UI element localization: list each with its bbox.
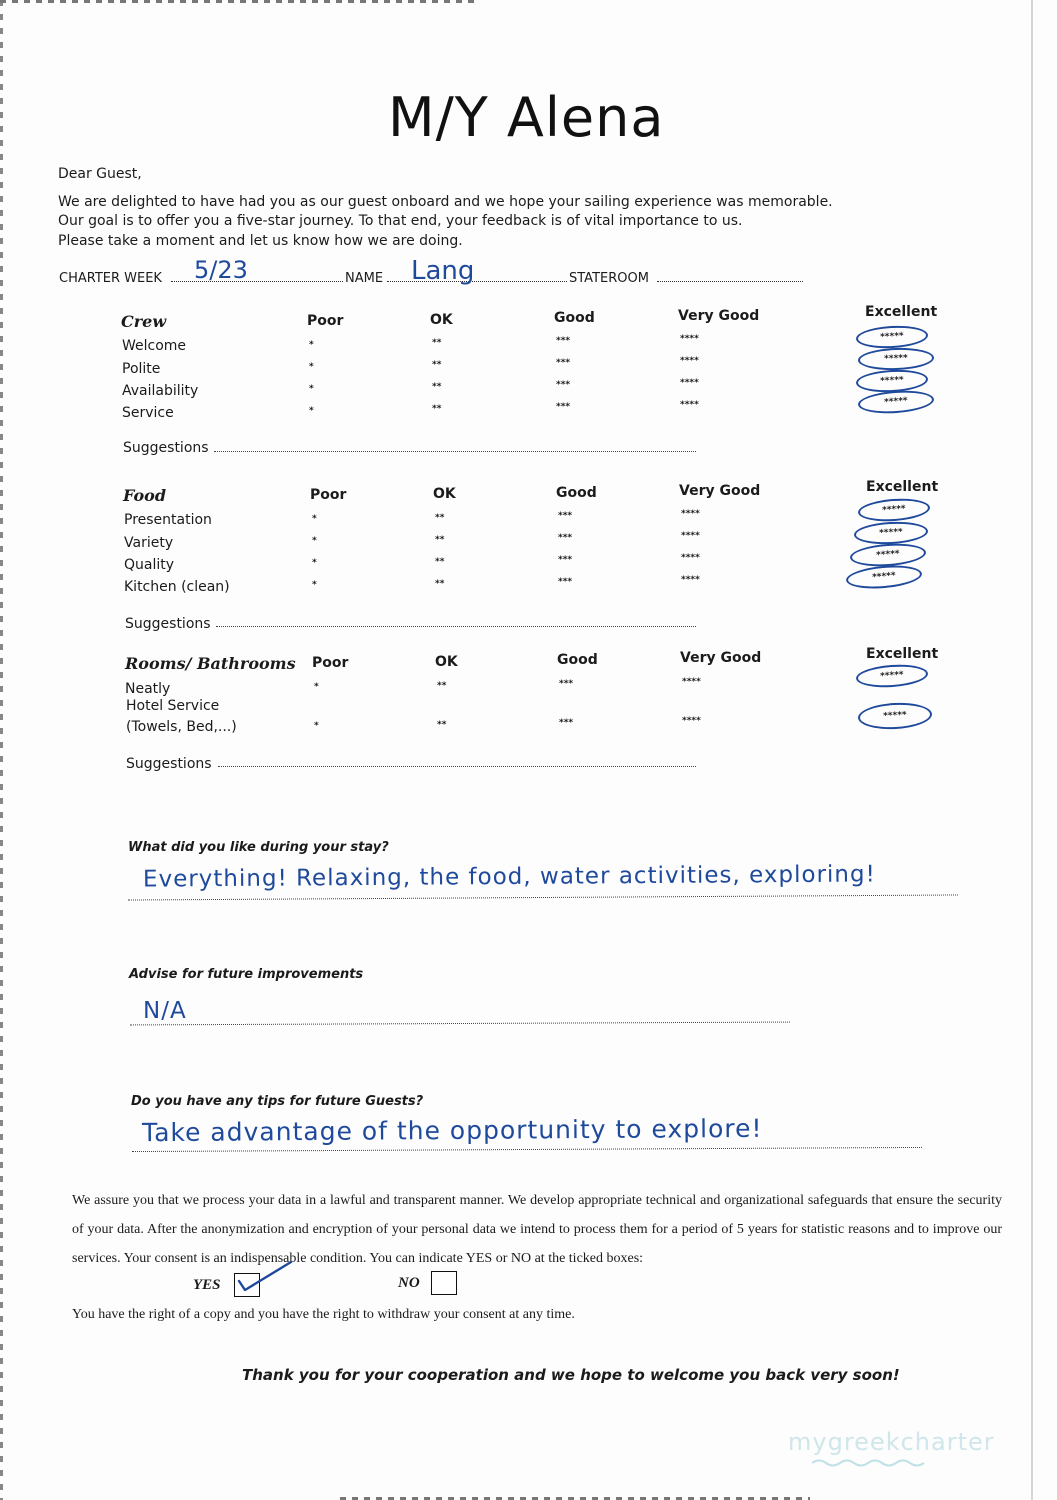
answer-improvements[interactable]: N/A xyxy=(143,998,187,1024)
col-poor: Poor xyxy=(307,313,344,329)
rating-excellent-circled[interactable]: ***** xyxy=(855,368,928,394)
row-label: Presentation xyxy=(124,512,212,528)
privacy-statement: We assure you that we process your data in a lawful and transparent manner. We develop appropriate technical and organizational safeguards that ensure the security of your data. After the anonymization and encryption of your personal data we intend to process them for a period of 5 years for statistic reasons and to improve our services. Your consent is an indispensable condition. You can indicate YES or NO at the ticked boxes: xyxy=(72,1193,1002,1266)
charter-week-value[interactable]: 5/23 xyxy=(194,256,248,284)
suggestions-label: Suggestions xyxy=(125,616,211,632)
rating-very-good[interactable]: **** xyxy=(680,378,699,388)
col-good: Good xyxy=(557,652,598,668)
rating-excellent-circled[interactable]: ***** xyxy=(858,347,935,372)
stateroom-line xyxy=(657,281,803,282)
rating-excellent-circled[interactable]: ***** xyxy=(849,541,926,568)
thank-you-note: Thank you for your cooperation and we hope to welcome you back very soon! xyxy=(242,1366,900,1384)
rating-poor[interactable]: * xyxy=(312,580,317,590)
rating-excellent-circled[interactable]: ***** xyxy=(857,497,930,524)
food-title: Food xyxy=(123,486,167,505)
rooms-title: Rooms/ Bathrooms xyxy=(125,654,296,673)
charter-week-label: CHARTER WEEK xyxy=(59,271,162,286)
row-label: Polite xyxy=(122,361,161,377)
consent-no-label: NO xyxy=(398,1275,420,1291)
consent-yes-checkbox[interactable] xyxy=(234,1273,260,1297)
col-ok: OK xyxy=(433,486,456,502)
answer-line-liked xyxy=(128,894,958,900)
rating-good[interactable]: *** xyxy=(556,358,571,368)
rating-very-good[interactable]: **** xyxy=(681,575,700,585)
rating-good[interactable]: *** xyxy=(559,718,574,728)
rating-excellent-circled[interactable]: ***** xyxy=(845,563,923,592)
rating-ok[interactable]: ** xyxy=(437,681,447,691)
rating-excellent-circled[interactable]: ***** xyxy=(857,388,934,415)
rating-good[interactable]: *** xyxy=(556,402,571,412)
rating-poor[interactable]: * xyxy=(309,384,314,394)
name-value[interactable]: Lang xyxy=(411,256,475,286)
question-improvements: Advise for future improvements xyxy=(129,967,364,982)
rating-ok[interactable]: ** xyxy=(432,338,442,348)
rating-very-good[interactable]: **** xyxy=(681,509,700,519)
rating-very-good[interactable]: **** xyxy=(681,531,700,541)
rating-ok[interactable]: ** xyxy=(432,404,442,414)
suggestions-line[interactable] xyxy=(214,451,696,452)
rating-poor[interactable]: * xyxy=(309,340,314,350)
wave-icon xyxy=(812,1458,930,1468)
row-label: Availability xyxy=(122,383,199,399)
intro-line-1: We are delighted to have had you as our guest onboard and we hope your sailing experience was memorable. xyxy=(58,194,833,210)
rating-very-good[interactable]: **** xyxy=(681,553,700,563)
row-label: Neatly xyxy=(125,681,171,697)
consent-yes-label: YES xyxy=(193,1277,221,1293)
rating-ok[interactable]: ** xyxy=(437,720,447,730)
greeting: Dear Guest, xyxy=(58,166,142,182)
suggestions-label: Suggestions xyxy=(126,756,212,772)
question-liked: What did you like during your stay? xyxy=(128,840,389,855)
rating-excellent-circled[interactable]: ***** xyxy=(855,324,928,350)
rating-excellent-circled[interactable]: ***** xyxy=(855,663,928,690)
answer-line-tips xyxy=(132,1147,922,1152)
rating-poor[interactable]: * xyxy=(309,406,314,416)
rating-excellent-circled[interactable]: ***** xyxy=(853,520,928,546)
rating-ok[interactable]: ** xyxy=(432,382,442,392)
col-very-good: Very Good xyxy=(678,308,760,324)
col-excellent: Excellent xyxy=(866,646,939,662)
rating-ok[interactable]: ** xyxy=(432,360,442,370)
rating-excellent-circled[interactable]: ***** xyxy=(857,701,932,731)
row-label: Welcome xyxy=(122,338,187,354)
col-good: Good xyxy=(554,310,595,326)
rating-very-good[interactable]: **** xyxy=(680,334,699,344)
col-very-good: Very Good xyxy=(679,483,761,499)
rating-poor[interactable]: * xyxy=(312,536,317,546)
watermark-logo: mygreekcharter xyxy=(788,1428,995,1456)
row-label-2: (Towels, Bed,...) xyxy=(126,719,237,735)
intro-line-3: Please take a moment and let us know how we are doing. xyxy=(58,233,463,249)
row-label: Hotel Service xyxy=(126,698,220,714)
scan-edge-right xyxy=(1031,0,1033,1500)
row-label: Kitchen (clean) xyxy=(124,579,230,595)
rating-very-good[interactable]: **** xyxy=(682,716,701,726)
rating-poor[interactable]: * xyxy=(312,558,317,568)
col-excellent: Excellent xyxy=(866,479,939,495)
suggestions-label: Suggestions xyxy=(123,440,209,456)
scan-edge-top xyxy=(0,0,480,3)
row-label: Quality xyxy=(124,557,175,573)
suggestions-line[interactable] xyxy=(216,626,696,627)
row-label: Service xyxy=(122,405,174,421)
name-label: NAME xyxy=(345,271,384,286)
rating-good[interactable]: *** xyxy=(558,555,573,565)
rating-poor[interactable]: * xyxy=(314,682,319,692)
intro-line-2: Our goal is to offer you a five-star journey. To that end, your feedback is of vital importance to us. xyxy=(58,213,743,229)
question-tips: Do you have any tips for future Guests? xyxy=(131,1094,424,1109)
suggestions-line[interactable] xyxy=(218,766,696,767)
rating-good[interactable]: *** xyxy=(558,577,573,587)
rating-poor[interactable]: * xyxy=(309,362,314,372)
rating-very-good[interactable]: **** xyxy=(680,400,699,410)
rating-good[interactable]: *** xyxy=(556,336,571,346)
guest-info-row xyxy=(59,256,804,286)
col-very-good: Very Good xyxy=(680,650,762,666)
answer-line-improvements xyxy=(130,1022,790,1026)
rating-good[interactable]: *** xyxy=(556,380,571,390)
rating-ok[interactable]: ** xyxy=(435,513,445,523)
rating-very-good[interactable]: **** xyxy=(682,677,701,687)
crew-title: Crew xyxy=(121,312,167,331)
rating-very-good[interactable]: **** xyxy=(680,356,699,366)
rating-ok[interactable]: ** xyxy=(435,579,445,589)
col-ok: OK xyxy=(430,312,453,328)
col-ok: OK xyxy=(435,654,458,670)
rating-good[interactable]: *** xyxy=(558,511,573,521)
checkmark-icon xyxy=(233,1260,293,1296)
row-label: Variety xyxy=(124,535,174,551)
answer-liked[interactable]: Everything! Relaxing, the food, water activities, exploring! xyxy=(142,861,876,893)
col-good: Good xyxy=(556,485,597,501)
answer-tips[interactable]: Take advantage of the opportunity to explore! xyxy=(141,1113,763,1148)
yacht-title: M/Y Alena xyxy=(388,86,665,149)
rating-good[interactable]: *** xyxy=(558,533,573,543)
col-excellent: Excellent xyxy=(865,304,938,320)
rights-statement: You have the right of a copy and you have the right to withdraw your consent at any time. xyxy=(72,1307,575,1322)
consent-no-checkbox[interactable] xyxy=(431,1271,457,1295)
rating-poor[interactable]: * xyxy=(312,514,317,524)
rating-poor[interactable]: * xyxy=(314,721,319,731)
col-poor: Poor xyxy=(310,487,347,503)
rating-ok[interactable]: ** xyxy=(435,535,445,545)
stateroom-label: STATEROOM xyxy=(569,271,649,286)
col-poor: Poor xyxy=(312,655,349,671)
scan-edge-left xyxy=(0,0,3,1500)
rating-ok[interactable]: ** xyxy=(435,557,445,567)
rating-good[interactable]: *** xyxy=(559,679,574,689)
